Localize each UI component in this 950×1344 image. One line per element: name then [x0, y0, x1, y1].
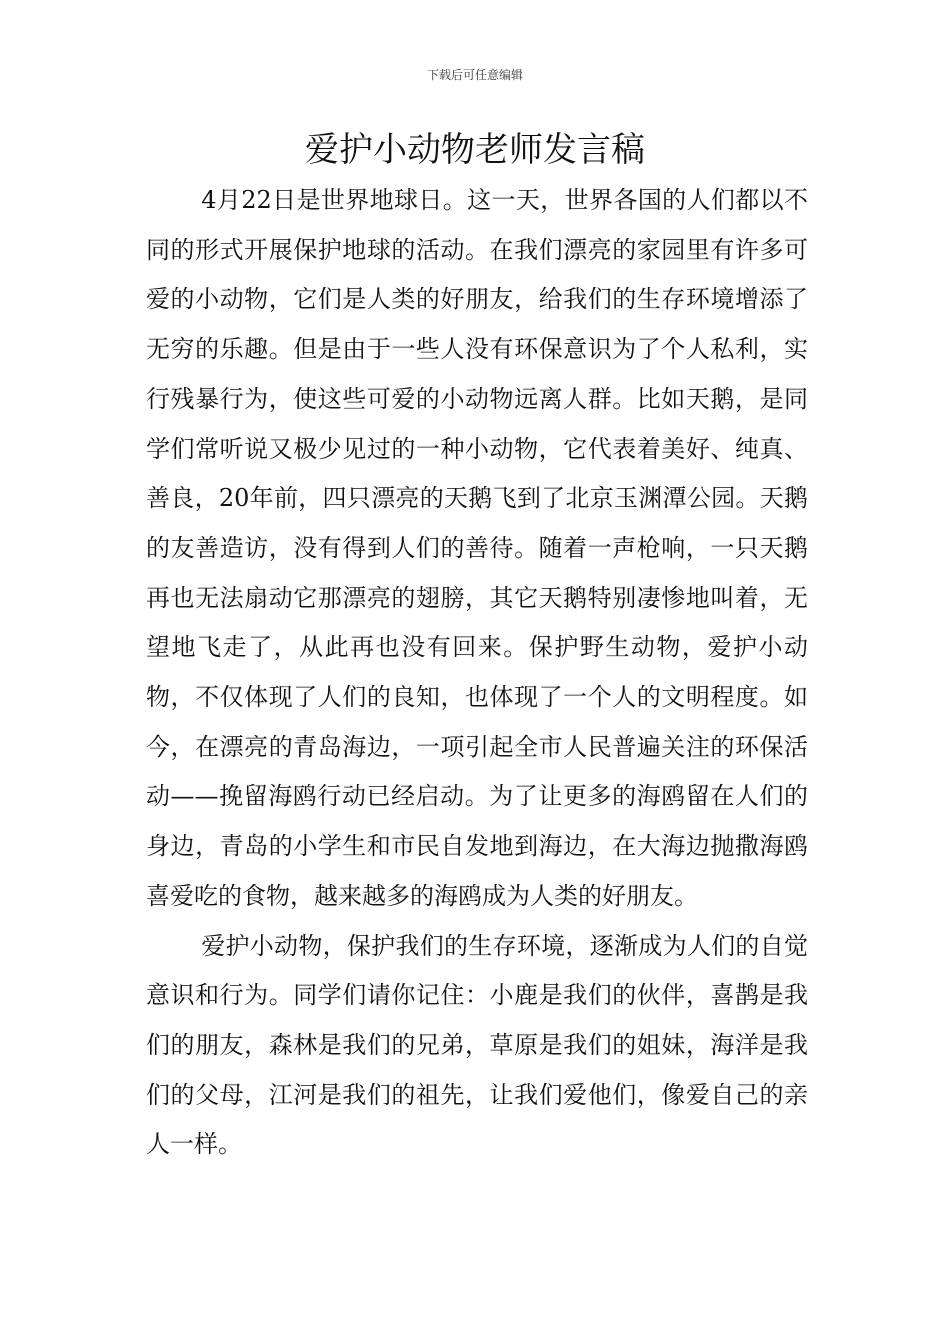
document-title: 爱护小动物老师发言稿	[305, 130, 645, 170]
document-body	[146, 176, 808, 1170]
paragraph-1: 4月22日是世界地球日。这一天，世界各国的人们都以不同的形式开展保护地球的活动。在我们漂亮的家园里有许多可爱的小动物，它们是人类的好朋友，给我们的生存环境增添了无穷的乐趣。但是由于一些人没有环保意识为了个人私利，实行残暴行为，使这些可爱的小动物远离人群。比如天鹅，是同学们常听说又极少见过的一种小动物，它代表着美好、纯真、善良，20年前，四只漂亮的天鹅飞到了北京玉渊潭公园。天鹅的友善造访，没有得到人们的善待。随着一声枪响，一只天鹅再也无法扇动它那漂亮的翅膀，其它天鹅特别凄惨地叫着，无望地飞走了，从此再也没有回来。保护野生动物，爱护小动物，不仅体现了人们的良知，也体现了一个人的文明程度。如今，在漂亮的青岛海边，一项引起全市人民普遍关注的环保活动——挽留海鸥行动已经启动。为了让更多的海鸥留在人们的身边，青岛的小学生和市民自发地到海边，在大海边抛撒海鸥喜爱吃的食物，越来越多的海鸥成为人类的好朋友。	[146, 186, 808, 910]
paragraph-2: 爱护小动物，保护我们的生存环境，逐渐成为人们的自觉意识和行为。同学们请你记住：小鹿是我们的伙伴，喜鹊是我们的朋友，森林是我们的兄弟，草原是我们的姐妹，海洋是我们的父母，江河是我们的祖先，让我们爱他们，像爱自己的亲人一样。	[146, 931, 808, 1159]
header-note: 下载后可任意编辑	[426, 68, 523, 82]
